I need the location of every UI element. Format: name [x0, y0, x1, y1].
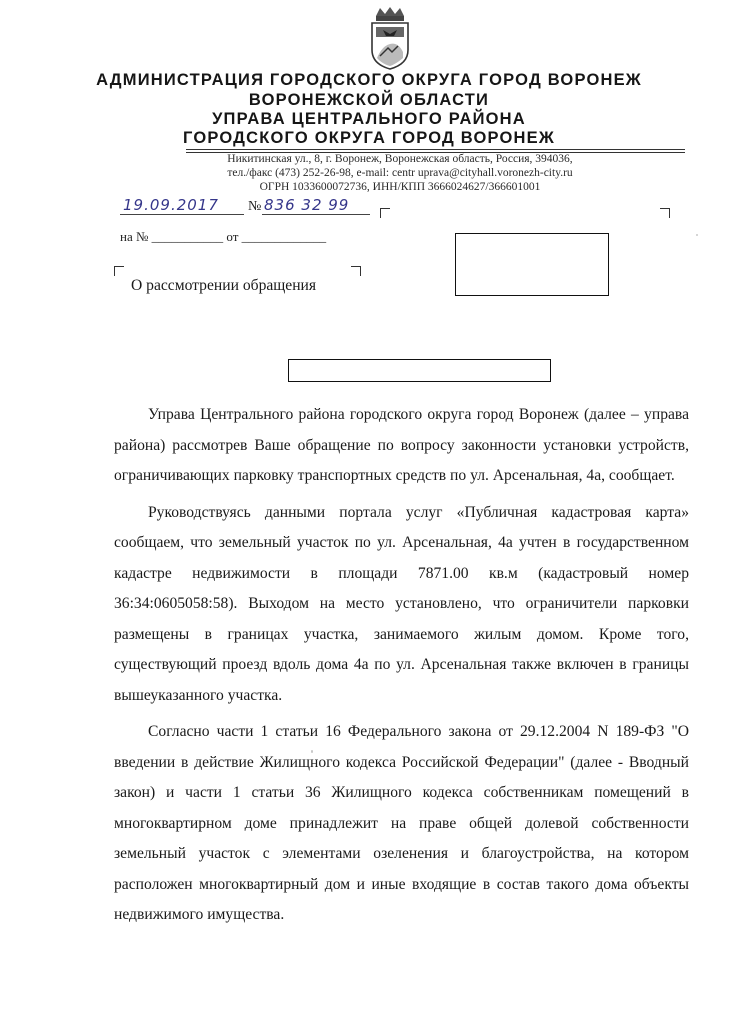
requisites: ОГРН 1033600072736, ИНН/КПП 3666024627/366601001: [259, 181, 541, 193]
header-rule-top: [186, 149, 685, 150]
redacted-salutation-box: [288, 359, 551, 382]
scan-speck: [696, 234, 698, 236]
paragraph-3: Согласно части 1 статьи 16 Федерального закона от 29.12.2004 N 189-ФЗ "О введении в действие Жилищного кодекса Российской Федерации" (далее - Вводный закон) и части 1 статьи 36 Жилищного кодекса собственникам помещений в многоквартирном доме принадлежит на праве общей долевой собственности земельный участок с элементами озеленения и благоустройства, на котором расположен многоквартирный дом и иные входящие в состав такого дома объекты недвижимого имущества.: [114, 723, 689, 923]
paragraph-1: Управа Центрального района городского округа город Воронеж (далее – управа района) рассмотрев Ваше обращение по вопросу законности установки устройств, ограничивающих парковку транспортных средств по ул. Арсенальная, 4а, сообщает.: [114, 406, 689, 484]
reply-to-label: на №: [120, 229, 149, 244]
number-sign: №: [248, 199, 262, 214]
addressee-corner-left: [380, 208, 390, 218]
from-blank: _____________: [241, 229, 327, 244]
letter-body: [114, 400, 689, 937]
header-line-4: ГОРОДСКОГО ОКРУГА ГОРОД ВОРОНЕЖ: [183, 129, 555, 147]
paragraph-2: Руководствуясь данными портала услуг «Публичная кадастровая карта» сообщаем, что земельный участок по ул. Арсенальная, 4а учтен в государственном кадастре недвижимости в площади 7871.00 кв.м (кадастровый номер 36:34:0605058:58). Выходом на место установлено, что ограничители парковки размещены в границах участка, занимаемого жилым домом. Кроме того, существующий проезд вдоль дома 4а по ул. Арсенальная также включен в границы вышеуказанного участка.: [114, 503, 689, 704]
address: Никитинская ул., 8, г. Воронеж, Воронежская область, Россия, 394036,: [227, 153, 573, 165]
header-line-3: УПРАВА ЦЕНТРАЛЬНОГО РАЙОНА: [212, 110, 526, 128]
header-line-2: ВОРОНЕЖСКОЙ ОБЛАСТИ: [248, 91, 490, 109]
reply-reference: [120, 229, 326, 245]
header-line-1: АДМИНИСТРАЦИЯ ГОРОДСКОГО ОКРУГА ГОРОД ВОРОНЕЖ: [96, 71, 642, 89]
registration-date: 19.09.2017: [123, 196, 219, 214]
registration-number: 836 32 99: [264, 196, 350, 214]
contacts: тел./факс (473) 252-26-98, e-mail: centr uprava@cityhall.voronezh-city.ru: [227, 167, 573, 179]
subject-corner-left: [114, 266, 124, 276]
from-label: от: [226, 229, 239, 244]
reply-to-blank: ___________: [151, 229, 224, 244]
subject-line: О рассмотрении обращения: [131, 277, 317, 294]
subject-corner-right: [351, 266, 361, 276]
number-underline: [262, 214, 370, 215]
scan-speck: [311, 750, 313, 753]
redacted-addressee-box: [455, 233, 609, 296]
coat-of-arms-icon: [368, 6, 412, 70]
addressee-corner-right: [660, 208, 670, 218]
date-underline: [120, 214, 244, 215]
registration-line: [120, 196, 370, 218]
